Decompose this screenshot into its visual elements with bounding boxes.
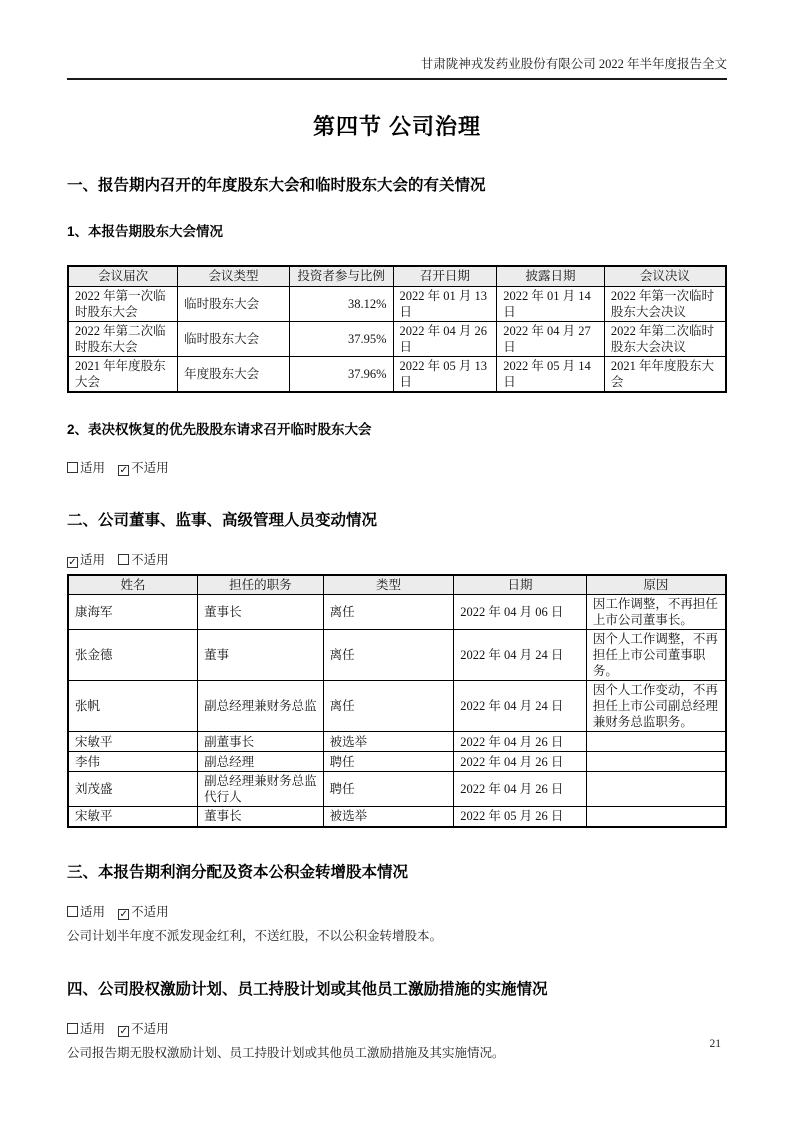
applicable-option [67, 1022, 105, 1036]
column-header: 会议届次 [68, 266, 178, 286]
report-header-title: 甘肃陇神戎发药业股份有限公司 2022 年半年度报告全文 [420, 57, 727, 71]
table-cell: 因个人工作变动，不再担任上市公司副总经理兼财务总监职务。 [586, 681, 726, 732]
not-applicable-label: 不适用 [131, 460, 169, 475]
section-1-heading: 一、报告期内召开的年度股东大会和临时股东大会的有关情况 [67, 177, 486, 194]
not-applicable-option [118, 461, 169, 475]
table-cell: 离任 [323, 595, 454, 630]
applicable-label: 适用 [80, 552, 106, 567]
subsection-1-1-heading: 1、本报告期股东大会情况 [67, 224, 224, 239]
applicable-checkbox-icon [67, 906, 78, 917]
table-cell: 李伟 [68, 752, 198, 772]
applicable-label: 适用 [80, 1022, 106, 1037]
column-header: 会议类型 [178, 266, 290, 286]
chapter-title: 第四节 公司治理 [312, 114, 482, 139]
table-cell: 宋敏平 [68, 732, 198, 752]
table-row [68, 732, 726, 752]
table-row [68, 321, 726, 356]
column-header: 担任的职务 [198, 575, 324, 595]
applicable-label: 适用 [80, 904, 106, 919]
table-row [68, 630, 726, 681]
not-applicable-checkbox-icon: ✓ [119, 1026, 128, 1038]
section-3-heading: 三、本报告期利润分配及资本公积金转增股本情况 [67, 863, 409, 881]
table-cell: 副总经理兼财务总监代行人 [198, 772, 324, 807]
table-cell: 因工作调整，不再担任上市公司董事长。 [586, 595, 726, 630]
table-cell: 2022 年 04 月 27 日 [497, 321, 605, 356]
table-cell [586, 807, 726, 827]
table-row [68, 356, 726, 392]
not-applicable-label: 不适用 [131, 552, 169, 567]
column-header: 原因 [586, 575, 726, 595]
applicability-line-equity-incentive [67, 1019, 727, 1037]
table-cell: 2022 年第二次临时股东大会决议 [604, 321, 726, 356]
table-cell: 董事 [198, 630, 324, 681]
table-cell: 2022 年 05 月 26 日 [454, 807, 587, 827]
table-cell: 2022 年第二次临时股东大会 [68, 321, 178, 356]
table-cell: 临时股东大会 [178, 286, 290, 321]
table-cell: 2022 年 05 月 14 日 [497, 356, 605, 392]
column-header: 会议决议 [604, 266, 726, 286]
applicable-option [67, 905, 105, 919]
table-cell: 2022 年 01 月 13 日 [393, 286, 497, 321]
section-2-heading: 二、公司董事、监事、高级管理人员变动情况 [67, 511, 378, 529]
personnel-changes-table [67, 574, 727, 828]
table-header-row [68, 266, 726, 286]
table-cell: 康海军 [68, 595, 198, 630]
table-cell: 董事长 [198, 595, 324, 630]
table-cell: 2022 年 04 月 26 日 [393, 321, 497, 356]
table-cell [586, 752, 726, 772]
subsection-1-2-heading: 2、表决权恢复的优先股股东请求召开临时股东大会 [67, 421, 372, 437]
applicability-line-preferred-shares [67, 458, 727, 476]
equity-incentive-note: 公司报告期无股权激励计划、员工持股计划或其他员工激励措施及其实施情况。 [67, 1046, 505, 1061]
document-header [67, 54, 727, 80]
not-applicable-label: 不适用 [131, 904, 169, 919]
column-header: 类型 [323, 575, 454, 595]
table-cell: 37.96% [289, 356, 393, 392]
table-cell [586, 772, 726, 807]
applicability-line-profit-distribution [67, 902, 727, 920]
table-cell: 临时股东大会 [178, 321, 290, 356]
table-cell: 副总经理兼财务总监 [198, 681, 324, 732]
applicable-checkbox-icon [67, 462, 78, 473]
shareholder-meetings-table [67, 265, 727, 393]
section-4-heading: 四、公司股权激励计划、员工持股计划或其他员工激励措施的实施情况 [67, 981, 548, 999]
table-cell: 张帆 [68, 681, 198, 732]
table-cell: 聘任 [323, 772, 454, 807]
not-applicable-checkbox-icon: ✓ [119, 464, 128, 476]
table-row [68, 286, 726, 321]
column-header: 日期 [454, 575, 587, 595]
applicable-option [67, 553, 105, 567]
table-cell: 离任 [323, 681, 454, 732]
table-cell: 刘茂盛 [68, 772, 198, 807]
table-cell: 2022 年 04 月 26 日 [454, 752, 587, 772]
table-cell: 2021 年年度股东大会 [68, 356, 178, 392]
column-header: 披露日期 [497, 266, 605, 286]
not-applicable-option [118, 553, 169, 567]
column-header: 召开日期 [393, 266, 497, 286]
table-cell: 张金德 [68, 630, 198, 681]
applicable-checkbox-icon: ✓ [68, 556, 77, 568]
table-row [68, 807, 726, 827]
not-applicable-label: 不适用 [131, 1022, 169, 1037]
table-cell: 聘任 [323, 752, 454, 772]
profit-distribution-note: 公司计划半年度不派发现金红利，不送红股，不以公积金转增股本。 [67, 928, 443, 943]
table-cell: 副董事长 [198, 732, 324, 752]
table-cell: 被选举 [323, 732, 454, 752]
table-cell: 2022 年 01 月 14 日 [497, 286, 605, 321]
table-cell: 2021 年年度股东大会 [604, 356, 726, 392]
table-cell: 2022 年 05 月 13 日 [393, 356, 497, 392]
page-content [0, 54, 793, 1063]
column-header: 投资者参与比例 [289, 266, 393, 286]
table-row [68, 595, 726, 630]
table-cell: 38.12% [289, 286, 393, 321]
table-cell [586, 732, 726, 752]
table-row [68, 752, 726, 772]
table-cell: 2022 年 04 月 24 日 [454, 681, 587, 732]
table-cell: 2022 年 04 月 26 日 [454, 732, 587, 752]
table-cell: 2022 年 04 月 26 日 [454, 772, 587, 807]
applicability-line-personnel-changes [67, 550, 727, 568]
table-cell: 宋敏平 [68, 807, 198, 827]
table-cell: 董事长 [198, 807, 324, 827]
table-cell: 年度股东大会 [178, 356, 290, 392]
table-row [68, 681, 726, 732]
page-number: 21 [709, 1038, 721, 1050]
table-row [68, 772, 726, 807]
applicable-label: 适用 [80, 460, 106, 475]
table-cell: 2022 年 04 月 06 日 [454, 595, 587, 630]
not-applicable-option [118, 905, 169, 919]
table-cell: 2022 年第一次临时股东大会 [68, 286, 178, 321]
applicable-checkbox-icon [67, 1023, 78, 1034]
applicable-option [67, 461, 105, 475]
table-cell: 被选举 [323, 807, 454, 827]
table-cell: 2022 年 04 月 24 日 [454, 630, 587, 681]
column-header: 姓名 [68, 575, 198, 595]
table-cell: 离任 [323, 630, 454, 681]
table-cell: 因个人工作调整，不再担任上市公司董事职务。 [586, 630, 726, 681]
table-cell: 2022 年第一次临时股东大会决议 [604, 286, 726, 321]
table-header-row [68, 575, 726, 595]
not-applicable-option [118, 1022, 169, 1036]
not-applicable-checkbox-icon: ✓ [119, 908, 128, 920]
table-cell: 副总经理 [198, 752, 324, 772]
table-cell: 37.95% [289, 321, 393, 356]
not-applicable-checkbox-icon [118, 554, 129, 565]
